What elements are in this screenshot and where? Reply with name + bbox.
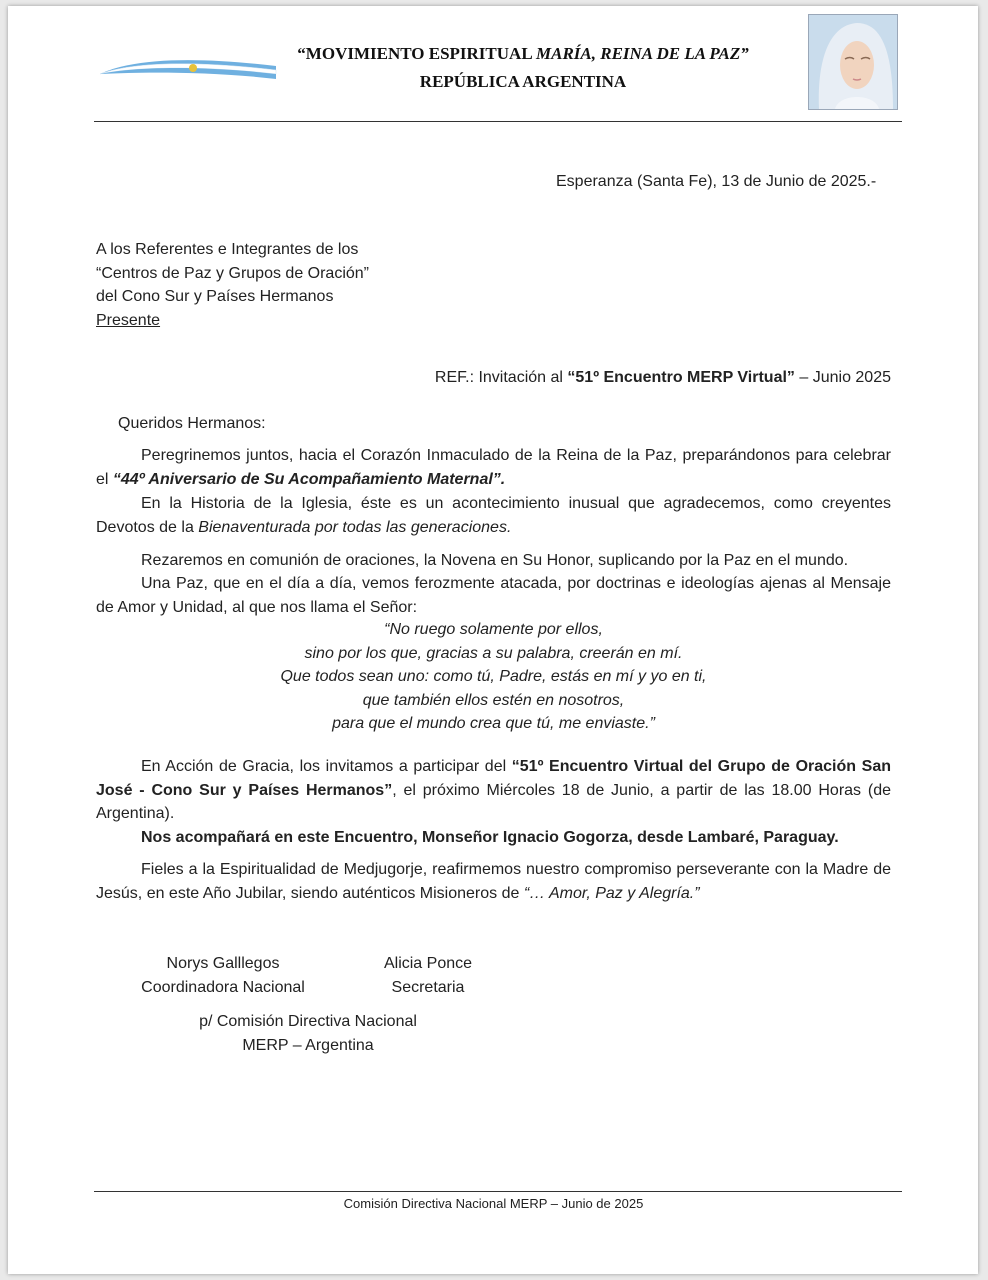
paragraph-4: Una Paz, que en el día a día, vemos ferozmente atacada, por doctrinas e ideologías ajenas al Mensaje de Amor y Unidad, al que nos llama el Señor: [96, 575, 891, 616]
committee-line: MERP – Argentina [242, 1036, 374, 1054]
paragraph-7: Fieles a la Espiritualidad de Medjugorje, reafirmemos nuestro compromiso perseverante con la Madre de Jesús, en este Año Jubilar, siendo auténticos Misioneros de “… Amor, Paz y Alegría.” [96, 861, 891, 902]
quote-line: sino por los que, gracias a su palabra, creerán en mí. [304, 644, 683, 662]
quote-line: que también ellos estén en nosotros, [362, 691, 625, 709]
virgin-mary-portrait [808, 14, 898, 110]
reference-line: REF.: Invitación al “51º Encuentro MERP Virtual” – Junio 2025 [434, 369, 891, 386]
signature-name: Alicia Ponce [383, 955, 473, 972]
header-divider [94, 121, 902, 122]
signature-secretary [358, 952, 498, 999]
signature-role: Coordinadora Nacional [141, 978, 305, 996]
quote-line: Que todos sean uno: como tú, Padre, estás en mí y yo en ti, [280, 668, 707, 685]
recipient-presente: Presente [96, 311, 161, 329]
recipient-line: “Centros de Paz y Grupos de Oración” [96, 264, 370, 282]
committee-line: p/ Comisión Directiva Nacional [199, 1013, 417, 1030]
footer-text: Comisión Directiva Nacional MERP – Junio de 2025 [343, 1196, 644, 1211]
recipient-line: A los Referentes e Integrantes de los [96, 241, 359, 258]
paragraph-5: En Acción de Gracia, los invitamos a participar del “51º Encuentro Virtual del Grupo de Oración San José - Cono Sur y Países Hermanos”, el próximo Miércoles 18 de Junio, a partir de las 18.00 Horas (de Argentina). [96, 758, 892, 822]
letter-page [8, 6, 978, 1274]
quote-line: “No ruego solamente por ellos, [384, 621, 603, 638]
signature-coordinator [118, 952, 328, 999]
recipient-block [96, 238, 369, 332]
signature-name: Norys Galllegos [166, 955, 280, 972]
movement-title: “MOVIMIENTO ESPIRITUAL MARÍA, REINA DE LA PAZ” [297, 44, 749, 63]
recipient-line: del Cono Sur y Países Hermanos [96, 288, 334, 305]
greeting: Queridos Hermanos: [118, 415, 266, 432]
paragraph-3: Rezaremos en comunión de oraciones, la Novena en Su Honor, suplicando por la Paz en el mundo. [141, 552, 849, 569]
footer-divider [94, 1191, 902, 1192]
argentina-flag-logo [98, 54, 280, 88]
committee-block [158, 1010, 458, 1057]
quote-line: para que el mundo crea que tú, me enviaste.” [332, 715, 655, 732]
paragraph-2: En la Historia de la Iglesia, éste es un acontecimiento inusual que agradecemos, como creyentes Devotos de la Bienaventurada por todas las generaciones. [96, 495, 891, 536]
signature-role: Secretaria [391, 978, 465, 996]
scripture-quote [96, 618, 891, 736]
paragraph-6: Nos acompañará en este Encuentro, Monseñor Ignacio Gogorza, desde Lambaré, Paraguay. [141, 829, 839, 846]
paragraph-1: Peregrinemos juntos, hacia el Corazón Inmaculado de la Reina de la Paz, preparándonos para celebrar el “44º Aniversario de Su Acompañamiento Maternal”. [96, 447, 891, 488]
place-date: Esperanza (Santa Fe), 13 de Junio de 2025.- [556, 173, 877, 190]
country-subtitle: REPÚBLICA ARGENTINA [419, 72, 627, 91]
